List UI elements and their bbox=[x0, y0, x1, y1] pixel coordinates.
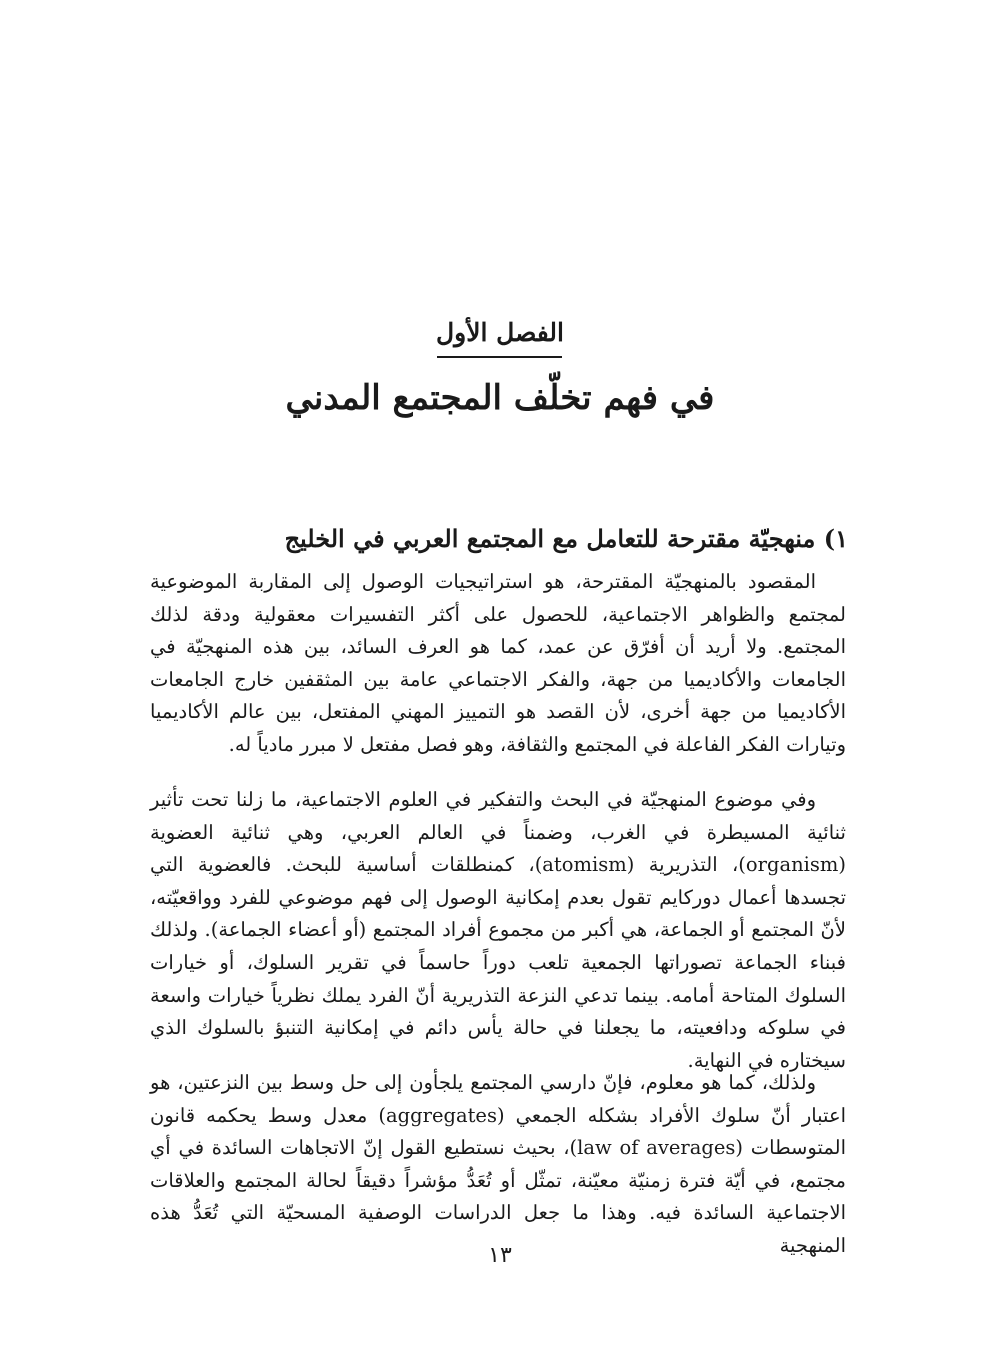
section-heading: ١) منهجيّة مقترحة للتعامل مع المجتمع العربي في الخليج bbox=[284, 524, 848, 553]
paragraph-2-block bbox=[150, 784, 846, 1077]
page-number: ١٣ bbox=[488, 1243, 512, 1268]
paragraph-1-block bbox=[150, 566, 846, 762]
chapter-label: الفصل الأول bbox=[436, 318, 564, 347]
chapter-title: في فهم تخلّف المجتمع المدني bbox=[285, 378, 715, 418]
chapter-underline bbox=[437, 356, 562, 358]
paragraph: المقصود بالمنهجيّة المقترحة، هو استراتيجيات الوصول إلى المقاربة الموضوعية لمجتمع والظواهر الاجتماعية، للحصول على أكثر التفسيرات معقولية ودقة لذلك المجتمع. ولا أريد أن أفرّق عن عمد، كما هو العرف السائد، بين هذه المنهجيّة في الجامعات والأكاديميا من جهة، والفكر الاجتماعي عامة بين المثقفين خارج الجامعات الأكاديميا من جهة أخرى، لأن القصد هو التمييز المهني المفتعل، بين عالم الأكاديميا وتيارات الفكر الفاعلة في المجتمع والثقافة، وهو فصل مفتعل لا مبرر مادياً له. bbox=[150, 570, 846, 756]
paragraph-3-block bbox=[150, 1067, 846, 1263]
paragraph: ولذلك، كما هو معلوم، فإنّ دارسي المجتمع يلجأون إلى حل وسط بين النزعتين، هو اعتبار أنّ سلوك الأفراد بشكله الجمعي (aggregates) معدل وسط يحكمه قانون المتوسطات (law of averages)، بحيث نستطيع القول إنّ الاتجاهات السائدة في أي مجتمع، في أيّة فترة زمنيّة معيّنة، تمثّل أو تُعَدُّ مؤشراً دقيقاً لحالة المجتمع والعلاقات الاجتماعية السائدة فيه. وهذا ما جعل الدراسات الوصفية المسحيّة التي تُعَدُّ هذه المنهجية bbox=[150, 1071, 846, 1257]
paragraph: وفي موضوع المنهجيّة في البحث والتفكير في العلوم الاجتماعية، ما زلنا تحت تأثير ثنائية المسيطرة في الغرب، وضمناً في العالم العربي، وهي ثنائية العضوية (organism)، التذريرية (atomism)، كمنطلقات أساسية للبحث. فالعضوية التي تجسدها أعمال دوركايم تقول بعدم إمكانية الوصول إلى فهم موضوعي للفرد وواقعيّته، لأنّ المجتمع أو الجماعة، هي أكبر من مجموع أفراد المجتمع (أو أعضاء الجماعة). ولذلك فبناء الجماعة تصوراتها الجمعية تلعب دوراً حاسماً في تقرير السلوك، أو خيارات السلوك المتاحة أمامه. بينما تدعي النزعة التذريرية أنّ الفرد يملك نظرياً خيارات واسعة في سلوكه ودافعيته، ما يجعلنا في حالة يأس دائم في إمكانية التنبؤ بالسلوك الذي سيختاره في النهاية. bbox=[150, 788, 846, 1072]
